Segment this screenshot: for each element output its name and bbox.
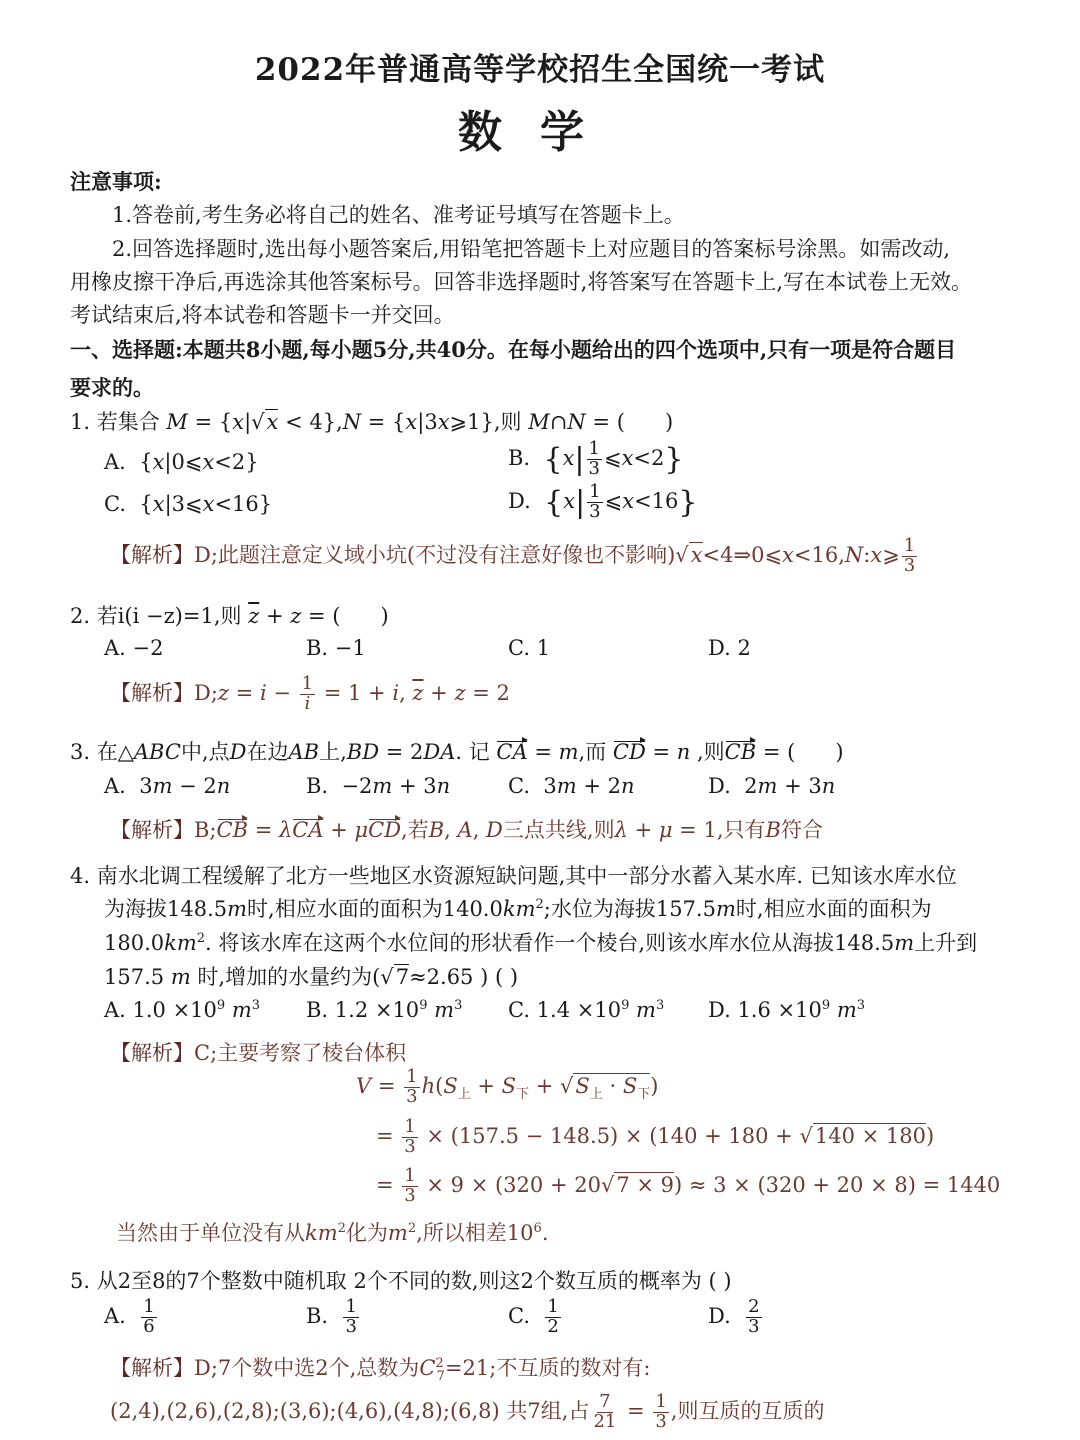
question-3-option-d[interactable]: D. 2m + 3n [708,774,836,798]
question-4-formula-line3: = $\frac{1}{3}$ × 9 × (320 + 20√7 × 9) ≈ 3 × (320 + 20 × 8) = 1440 [376,1165,1001,1206]
question-1-option-d[interactable]: D. {x| $\frac{1}{3}$ ⩽x<16} [508,481,698,522]
question-2-stem: 2. 若i(i −z)=1,则 $\overline{z} + z$ = ( ) [70,604,389,628]
section-heading-cont: 要求的。 [70,375,154,400]
question-3-option-a[interactable]: A. 3m − 2n [104,774,231,798]
section-heading: 一、选择题:本题共8小题,每小题5分,共40分。在每小题给出的四个选项中,只有一项是符合题目 [70,337,957,362]
question-2-option-a[interactable]: A. −2 [104,636,164,660]
question-4-option-d[interactable]: D. $1.6 \times 10^9$ $m^3$ [708,998,866,1022]
question-3-option-c[interactable]: C. 3m + 2n [508,774,635,798]
question-4-formula-line1: V = $\frac{1}{3}$ $h(S_上 + S_下 + √S_上 \cdot S_下)$ [356,1066,659,1107]
question-1-option-c[interactable]: C. {x|3⩽x<16} [104,492,273,516]
question-4-option-a[interactable]: A. $1.0 \times 10^9$ $m^3$ [104,998,261,1022]
question-4-formula-line2: = $\frac{1}{3}$ × (157.5 − 148.5) × (140 + 180 + √140 × 180) [376,1116,935,1157]
question-3-option-b[interactable]: B. −2m + 3n [306,774,451,798]
question-1-option-a[interactable]: A. {x|0⩽x<2} [104,450,259,474]
question-4-stem-line4: 157.5 m 时,增加的水量约为(√7≈2.65 ) ( ) [104,965,519,989]
question-5-analysis: 【解析】D;7个数中选2个,总数为$C^2_7=21$;不互质的数对有: [110,1356,651,1385]
question-5-option-a[interactable]: A. $\frac{1}{6}$ [104,1296,155,1337]
question-2-option-b[interactable]: B. −1 [306,636,366,660]
question-4-analysis: 【解析】C;主要考察了棱台体积 [110,1041,407,1065]
question-2-analysis: 【解析】D;z = i − $\frac{1}{i}$ = 1 + i, $\overline{z} + z = 2$ [110,673,510,714]
notice-item-2: 2.回答选择题时,选出每小题答案后,用铅笔把答题卡上对应题目的答案标号涂黑。如需改动, [112,237,951,261]
question-3-analysis: 【解析】B;CB = λCA + μCD,若B, A, D三点共线,则λ + μ = 1,只有B符合 [110,818,823,842]
question-5-analysis-cont: (2,4),(2,6),(2,8);(3,6);(4,6),(4,8);(6,8) 共7组,占 $\frac{7}{21}$ = $\frac{1}{3}$ ,则互质的互质的 [110,1391,825,1432]
question-5-option-c[interactable]: C. $\frac{1}{2}$ [508,1296,559,1337]
question-4-stem-line3: $180.0km^2$. 将该水库在这两个水位间的形状看作一个棱台,则该水库水位从海拔148.5m上升到 [104,931,978,955]
question-2-option-c[interactable]: C. 1 [508,636,551,660]
question-5-option-b[interactable]: B. $\frac{1}{3}$ [306,1296,357,1337]
question-1-analysis: 【解析】D;此题注意定义域小坑(不过没有注意好像也不影响)√x<4⇒0⩽x<16,N:x⩾ $\frac{1}{3}$ [110,535,916,576]
exam-title: 2022年普通高等学校招生全国统一考试 [254,52,826,88]
notice-item-2-cont2: 考试结束后,将本试卷和答题卡一并交回。 [70,303,455,327]
question-1-stem: 1. 若集合 M = {x|√x < 4},N = {x|3x⩾1},则 M∩N = ( ) [70,410,674,434]
question-4-stem-line1: 4. 南水北调工程缓解了北方一些地区水资源短缺问题,其中一部分水蓄入某水库. 已知该水库水位 [70,864,957,888]
notice-heading: 注意事项: [70,169,162,194]
question-3-stem: 3. 在△ABC中,点D在边AB上,BD = 2DA. 记 CA = m,而 CD = n ,则CB = ( ) [70,740,844,764]
question-4-note: 当然由于单位没有从$km^2$化为$m^2$,所以相差$10^6$. [116,1221,549,1245]
question-4-option-c[interactable]: C. $1.4 \times 10^9$ $m^3$ [508,998,665,1022]
notice-item-1: 1.答卷前,考生务必将自己的姓名、准考证号填写在答题卡上。 [112,203,685,227]
question-1-option-b[interactable]: B. {x| $\frac{1}{3}$ ⩽x<2} [508,438,684,479]
question-5-stem: 5. 从2至8的7个整数中随机取 2个不同的数,则这2个数互质的概率为 ( ) [70,1269,732,1293]
question-5-option-d[interactable]: D. $\frac{2}{3}$ [708,1296,760,1337]
notice-item-2-cont: 用橡皮擦干净后,再选涂其他答案标号。回答非选择题时,将答案写在答题卡上,写在本试卷上无效。 [70,270,973,294]
question-4-option-b[interactable]: B. $1.2 \times 10^9$ $m^3$ [306,998,463,1022]
subject-title: 数学 [458,107,622,158]
question-2-option-d[interactable]: D. 2 [708,636,751,660]
question-4-stem-line2: 为海拔148.5m时,相应水面的面积为$140.0km^2$;水位为海拔157.5m时,相应水面的面积为 [104,897,932,921]
